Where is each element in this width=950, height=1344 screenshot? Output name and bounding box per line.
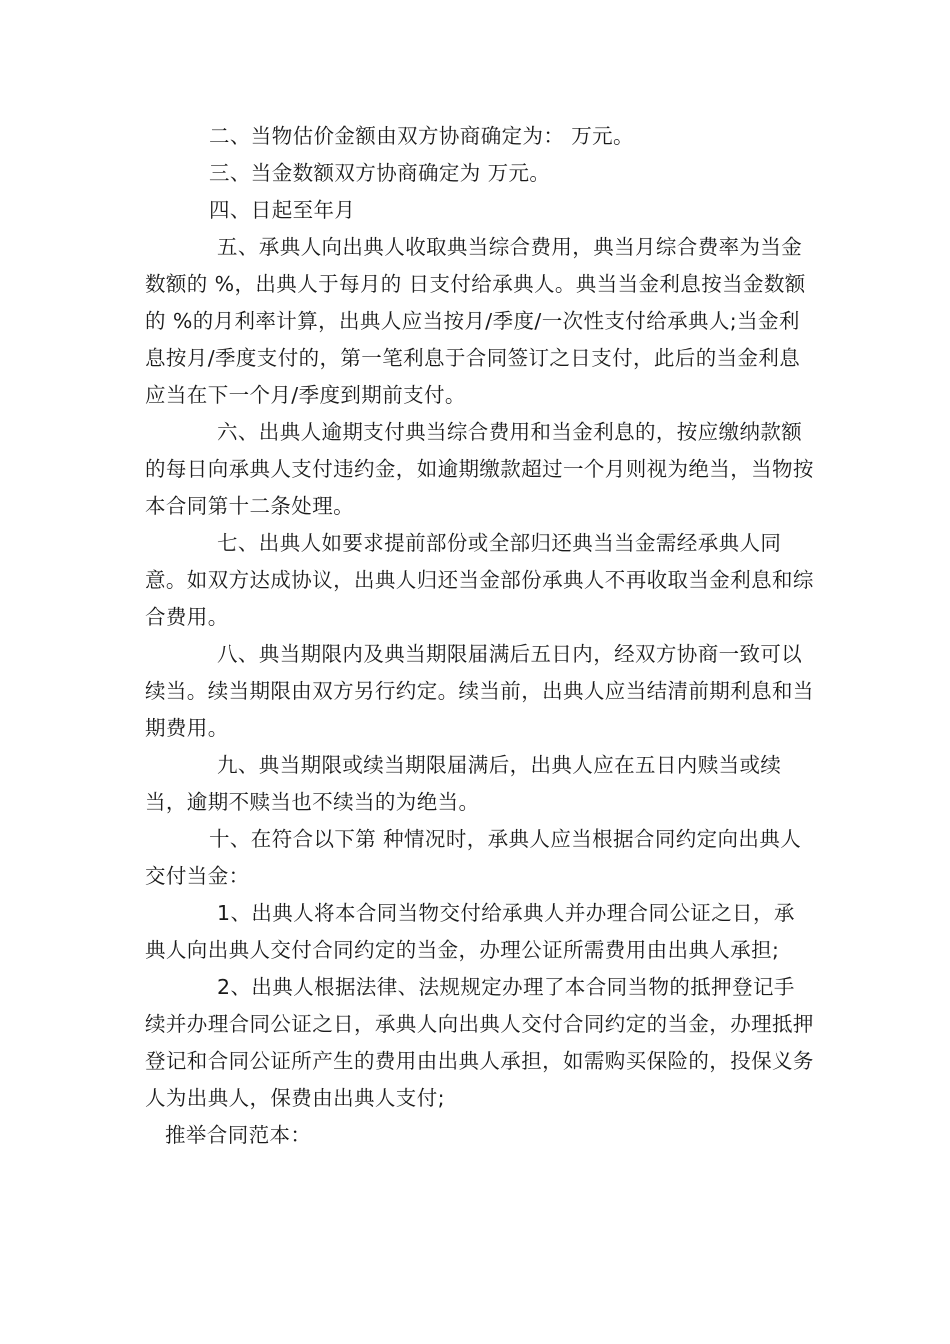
clause-9: 九、典当期限或续当期限届满后，出典人应在五日内赎当或续当，逾期不赎当也不续当的为绝当。: [145, 753, 782, 814]
clause-8: 八、典当期限内及典当期限届满后五日内，经双方协商一致可以续当。续当期限由双方另行约定。续当前，出典人应当结清前期利息和当期费用。: [145, 642, 814, 740]
clause-5: 五、承典人向出典人收取典当综合费用，典当月综合费率为当金数额的 %，出典人于每月的 日支付给承典人。典当当金利息按当金数额的 %的月利率计算，出典人应当按月/季度/一次性支付给承典人;当金利息按月/季度支付的，第一笔利息于合同签订之日支付，此后的当金利息应当在下一个月/季度到期前支付。: [145, 235, 806, 407]
document-body: [145, 118, 815, 1154]
clause-10-item-2: 2、出典人根据法律、法规规定办理了本合同当物的抵押登记手续并办理合同公证之日，承典人向出典人交付合同约定的当金，办理抵押登记和合同公证所产生的费用由出典人承担，如需购买保险的，投保义务人为出典人，保费由出典人支付;: [145, 975, 814, 1110]
clause-4: 四、日起至年月: [209, 198, 356, 222]
clause-3: 三、当金数额双方协商确定为 万元。: [209, 161, 551, 185]
clause-2: 二、当物估价金额由双方协商确定为： 万元。: [209, 124, 634, 148]
clause-10: 十、在符合以下第 种情况时，承典人应当根据合同约定向出典人交付当金：: [145, 827, 802, 888]
clause-10-item-1: 1、出典人将本合同当物交付给承典人并办理合同公证之日，承典人向出典人交付合同约定的当金，办理公证所需费用由出典人承担;: [145, 901, 795, 962]
clause-6: 六、出典人逾期支付典当综合费用和当金利息的，按应缴纳款额的每日向承典人支付违约金，如逾期缴款超过一个月则视为绝当，当物按本合同第十二条处理。: [145, 420, 814, 518]
recommended-template-label: 推举合同范本：: [165, 1123, 312, 1147]
clause-7: 七、出典人如要求提前部份或全部归还典当当金需经承典人同意。如双方达成协议，出典人归还当金部份承典人不再收取当金利息和综合费用。: [145, 531, 814, 629]
